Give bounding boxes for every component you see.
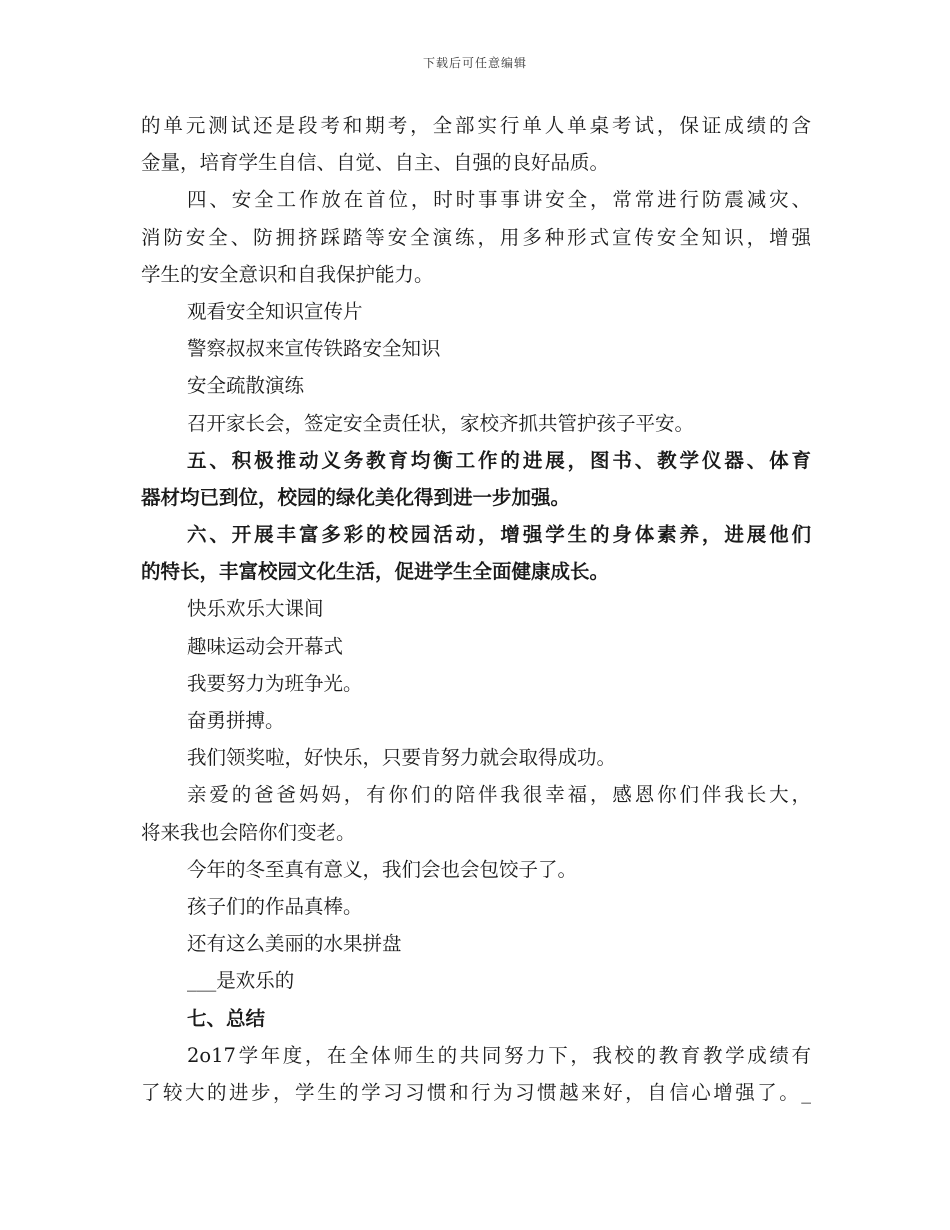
paragraph-line: 了较大的进步，学生的学习习惯和行为习惯越来好，自信心增强了。_	[141, 1080, 811, 1104]
page-header: 下载后可任意编辑	[422, 56, 527, 70]
paragraph-line: 我们领奖啦，好快乐，只要肯努力就会取得成功。	[187, 746, 617, 770]
section-heading-line: 器材均已到位，校园的绿化美化得到进一步加强。	[141, 485, 571, 509]
paragraph-line: 奋勇拼搏。	[187, 709, 285, 732]
paragraph-line: 的单元测试还是段考和期考，全部实行单人单桌考试，保证成绩的含	[141, 114, 811, 137]
section-heading-line: 六、开展丰富多彩的校园活动，增强学生的身体素养，进展他们	[187, 523, 811, 547]
paragraph-line: 金量，培育学生自信、自觉、自主、自强的良好品质。	[141, 151, 610, 175]
paragraph-line: 孩子们的作品真棒。	[187, 894, 363, 918]
paragraph-line: 安全疏散演练	[187, 374, 305, 398]
document-body	[141, 107, 811, 1111]
paragraph-line: 趣味运动会开幕式	[187, 634, 344, 658]
paragraph-line: 还有这么美丽的水果拼盘	[187, 932, 402, 956]
paragraph-line: 召开家长会，签定安全责任状，家校齐抓共管护孩子平安。	[187, 411, 695, 435]
paragraph-line: ___是欢乐的	[187, 969, 295, 993]
paragraph-line: 观看安全知识宣传片	[187, 299, 363, 323]
paragraph-line: 警察叔叔来宣传铁路安全知识	[187, 337, 441, 361]
paragraph-line: 2o17学年度，在全体师生的共同努力下，我校的教育教学成绩有	[187, 1043, 811, 1067]
paragraph-line: 今年的冬至真有意义，我们会也会包饺子了。	[187, 857, 578, 881]
paragraph-line: 四、安全工作放在首位，时时事事讲安全，常常进行防震减灾、	[187, 188, 811, 212]
paragraph-line: 将来我也会陪你们变老。	[141, 820, 356, 844]
section-heading-line: 五、积极推动义务教育均衡工作的进展，图书、教学仪器、体育	[187, 448, 811, 472]
section-heading-line: 七、总结	[187, 1006, 266, 1030]
paragraph-line: 我要努力为班争光。	[187, 671, 363, 695]
paragraph-line: 学生的安全意识和自我保护能力。	[141, 262, 434, 286]
paragraph-line: 消防安全、防拥挤踩踏等安全演练，用多种形式宣传安全知识，增强	[141, 225, 811, 249]
section-heading-line: 的特长，丰富校园文化生活，促进学生全面健康成长。	[141, 560, 610, 584]
paragraph-line: 快乐欢乐大课间	[187, 597, 324, 621]
paragraph-line: 亲爱的爸爸妈妈，有你们的陪伴我很幸福，感恩你们伴我长大，	[187, 783, 811, 807]
